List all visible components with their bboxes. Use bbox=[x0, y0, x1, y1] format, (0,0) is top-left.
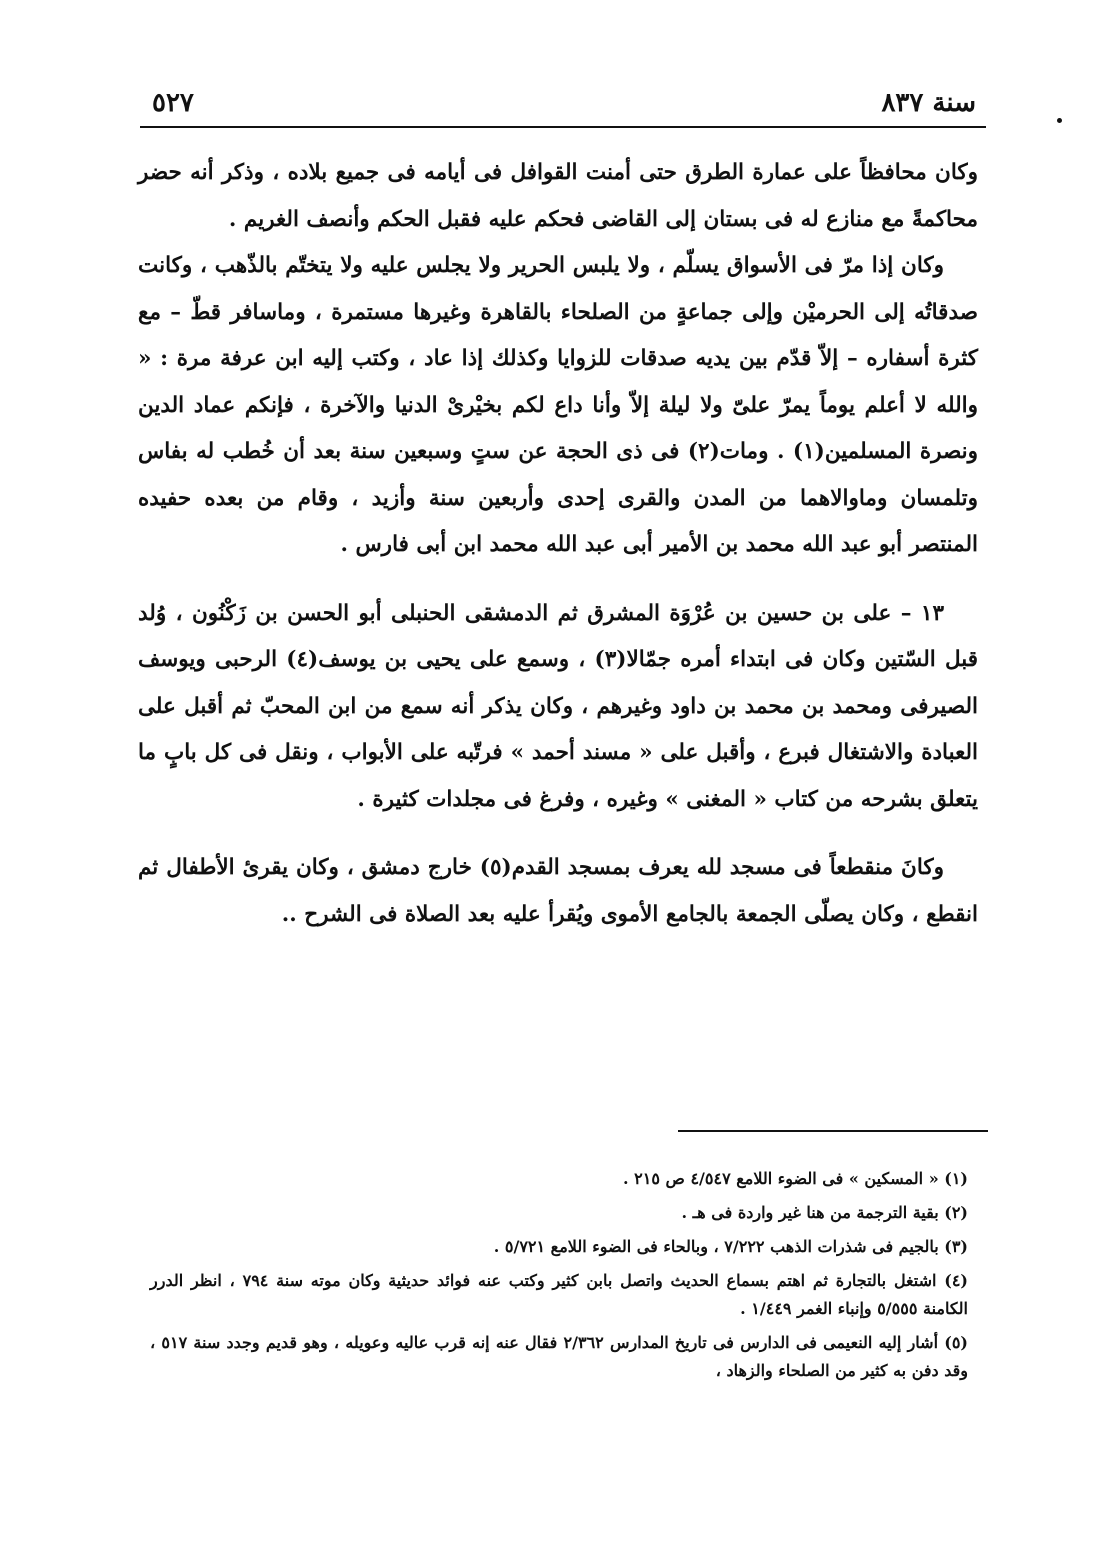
footnotes bbox=[150, 1165, 976, 1391]
footnote-5: (٥) أشار إليه النعيمى فى الدارس فى تاريخ المدارس ٢/٣٦٢ فقال عنه إنه قرب عاليه وعويله ، وهو قديم وجدد سنة ٥١٧ ، وقد دفن به كثير من الصلحاء والزهاد ، bbox=[150, 1333, 968, 1380]
header-rule bbox=[140, 126, 986, 128]
paragraph-4: وكانَ منقطعاً فى مسجد لله يعرف بمسجد القدم(٥) خارج دمشق ، وكان يقرئ الأطفال ثم انقطع ، وكان يصلّى الجمعة بالجامع الأموى ويُقرأ عليه بعد الصلاة فى الشرح .. bbox=[138, 855, 978, 927]
running-head-year: سنة ٨٣٧ bbox=[881, 88, 976, 118]
footnote-3: (٣) بالجيم فى شذرات الذهب ٧/٢٢٢ ، وبالحاء فى الضوء اللامع ٥/٧٢١ . bbox=[493, 1237, 968, 1256]
paragraph-1: وكان محافظاً على عمارة الطرق حتى أمنت القوافل فى أيامه فى جميع بلاده ، وذكر أنه حضر محاكمةً مع منازع له فى بستان إلى القاضى فحكم عليه فقبل الحكم وأنصف الغريم . bbox=[138, 160, 978, 232]
footnote-rule bbox=[678, 1130, 988, 1132]
main-text bbox=[138, 150, 978, 938]
page-header bbox=[140, 88, 976, 128]
footnote-4: (٤) اشتغل بالتجارة ثم اهتم بسماع الحديث واتصل بابن كثير وكتب عنه فوائد حديثية وكان موته سنة ٧٩٤ ، انظر الدرر الكامنة ٥/٥٥٥ وإنباء الغمر ١/٤٤٩ . bbox=[150, 1271, 968, 1318]
paragraph-2: وكان إذا مرّ فى الأسواق يسلّم ، ولا يلبس الحرير ولا يجلس عليه ولا يتختّم بالذّهب ، وكانت صدقاتُه إلى الحرميْن وإلى جماعةٍ من الصلحاء بالقاهرة وغيرها مستمرة ، وماسافر قطّ – مع كثرة أسفاره – إلاّ قدّم بين يديه صدقات للزوايا وكذلك إذا عاد ، وكتب إليه ابن عرفة مرة : « والله لا أعلم يوماً يمرّ علىّ ولا ليلة إلاّ وأنا داع لكم بخيْرىْ الدنيا والآخرة ، فإنكم عماد الدين ونصرة المسلمين(١) . ومات(٢) فى ذى الحجة عن ستٍ وسبعين سنة بعد أن خُطب له بفاس وتلمسان وماوالاهما من المدن والقرى إحدى وأربعين سنة وأزيد ، وقام من بعده حفيده المنتصر أبو عبد الله محمد بن الأمير أبى عبد الله محمد ابن أبى فارس . bbox=[138, 253, 978, 557]
footnote-2: (٢) بقية الترجمة من هنا غير واردة فى هـ . bbox=[681, 1203, 968, 1222]
paragraph-3-entry-13: ١٣ – على بن حسين بن عُرْوَة المشرق ثم الدمشقى الحنبلى أبو الحسن بن زَكْنُون ، وُلد قبل السّتين وكان فى ابتداء أمره جمّالا(٣) ، وسمع على يحيى بن يوسف(٤) الرحبى ويوسف الصيرفى ومحمد بن محمد بن داود وغيرهم ، وكان يذكر أنه سمع من ابن المحبّ ثم أقبل على العبادة والاشتغال فبرع ، وأقبل على « مسند أحمد » فرتّبه على الأبواب ، ونقل فى كل بابٍ ما يتعلق بشرحه من كتاب « المغنى » وغيره ، وفرغ فى مجلدات كثيرة . bbox=[138, 600, 978, 812]
page-number: ٥٢٧ bbox=[152, 88, 194, 118]
margin-dot bbox=[1057, 118, 1062, 123]
footnote-1: (١) « المسكين » فى الضوء اللامع ٤/٥٤٧ ص ٢١٥ . bbox=[623, 1169, 968, 1188]
